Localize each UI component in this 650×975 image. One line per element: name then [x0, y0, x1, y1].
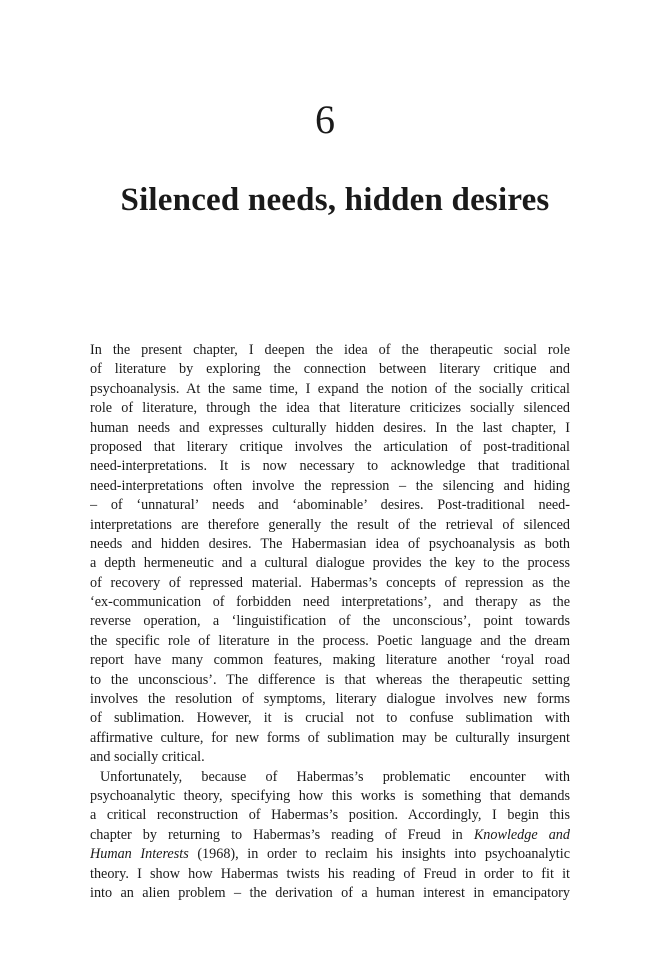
text-line: theory. I show how Habermas twists his reading of Freud in order to fit it — [90, 865, 570, 882]
text-line: a depth hermeneutic and a cultural dialogue provides the key to the process — [90, 555, 570, 572]
text-line: Unfortunately, because of Habermas’s problematic encounter with — [100, 768, 570, 785]
text-line-with-title — [90, 845, 570, 864]
chapter-title: Silenced needs, hidden desires — [120, 182, 550, 218]
text-line: proposed that literary critique involves the articulation of post-traditional — [90, 438, 570, 455]
text-line: ‘ex-communication of forbidden need interpretations’, and therapy as the — [90, 594, 570, 611]
text-line: interpretations are therefore generally the result of the retrieval of silenced — [90, 516, 570, 533]
text-line: to the unconscious’. The difference is that whereas the therapeutic setting — [90, 671, 570, 688]
book-title-italic: Human Interests — [90, 846, 189, 863]
text-segment: chapter by returning to Habermas’s reading of Freud in — [90, 826, 474, 843]
text-line: need-interpretations. It is now necessary to acknowledge that traditional — [90, 458, 570, 475]
chapter-number: 6 — [315, 97, 335, 142]
text-line: reverse operation, a ‘linguistification of the unconscious’, point towards — [90, 613, 570, 630]
body-text — [90, 341, 570, 903]
text-line: of recovery of repressed material. Habermas’s concepts of repression as the — [90, 574, 570, 591]
text-line: psychoanalytic theory, specifying how this works is something that demands — [90, 787, 570, 804]
text-line: needs and hidden desires. The Habermasian idea of psychoanalysis as both — [90, 535, 570, 552]
text-line-with-title — [90, 826, 570, 845]
text-line: a critical reconstruction of Habermas’s position. Accordingly, I begin this — [90, 807, 570, 824]
text-line: In the present chapter, I deepen the idea of the therapeutic social role — [90, 342, 570, 358]
text-line: and socially critical. — [90, 749, 205, 766]
text-line: of sublimation. However, it is crucial not to confuse sublimation with — [90, 710, 570, 727]
text-line: role of literature, through the idea that literature criticizes socially silenced — [90, 400, 570, 417]
text-line: involves the resolution of symptoms, literary dialogue involves new forms — [90, 691, 570, 708]
text-segment: (1968), in order to reclaim his insights into psychoanalytic — [188, 846, 570, 863]
text-line: affirmative culture, for new forms of sublimation may be culturally insurgent — [90, 729, 570, 746]
text-line: the specific role of literature in the process. Poetic language and the dream — [90, 632, 570, 649]
text-line: into an alien problem – the derivation of a human interest in emancipatory — [90, 884, 570, 901]
text-line: human needs and expresses culturally hidden desires. In the last chapter, I — [90, 419, 570, 436]
text-line: psychoanalysis. At the same time, I expand the notion of the socially critical — [90, 380, 570, 397]
text-line: report have many common features, making literature another ‘royal road — [90, 652, 570, 669]
text-line: – of ‘unnatural’ needs and ‘abominable’ desires. Post-traditional need- — [90, 497, 570, 514]
text-line: need-interpretations often involve the repression – the silencing and hiding — [90, 477, 570, 494]
book-title-italic: Knowledge and — [473, 826, 570, 843]
text-line: of literature by exploring the connection between literary critique and — [90, 361, 570, 378]
